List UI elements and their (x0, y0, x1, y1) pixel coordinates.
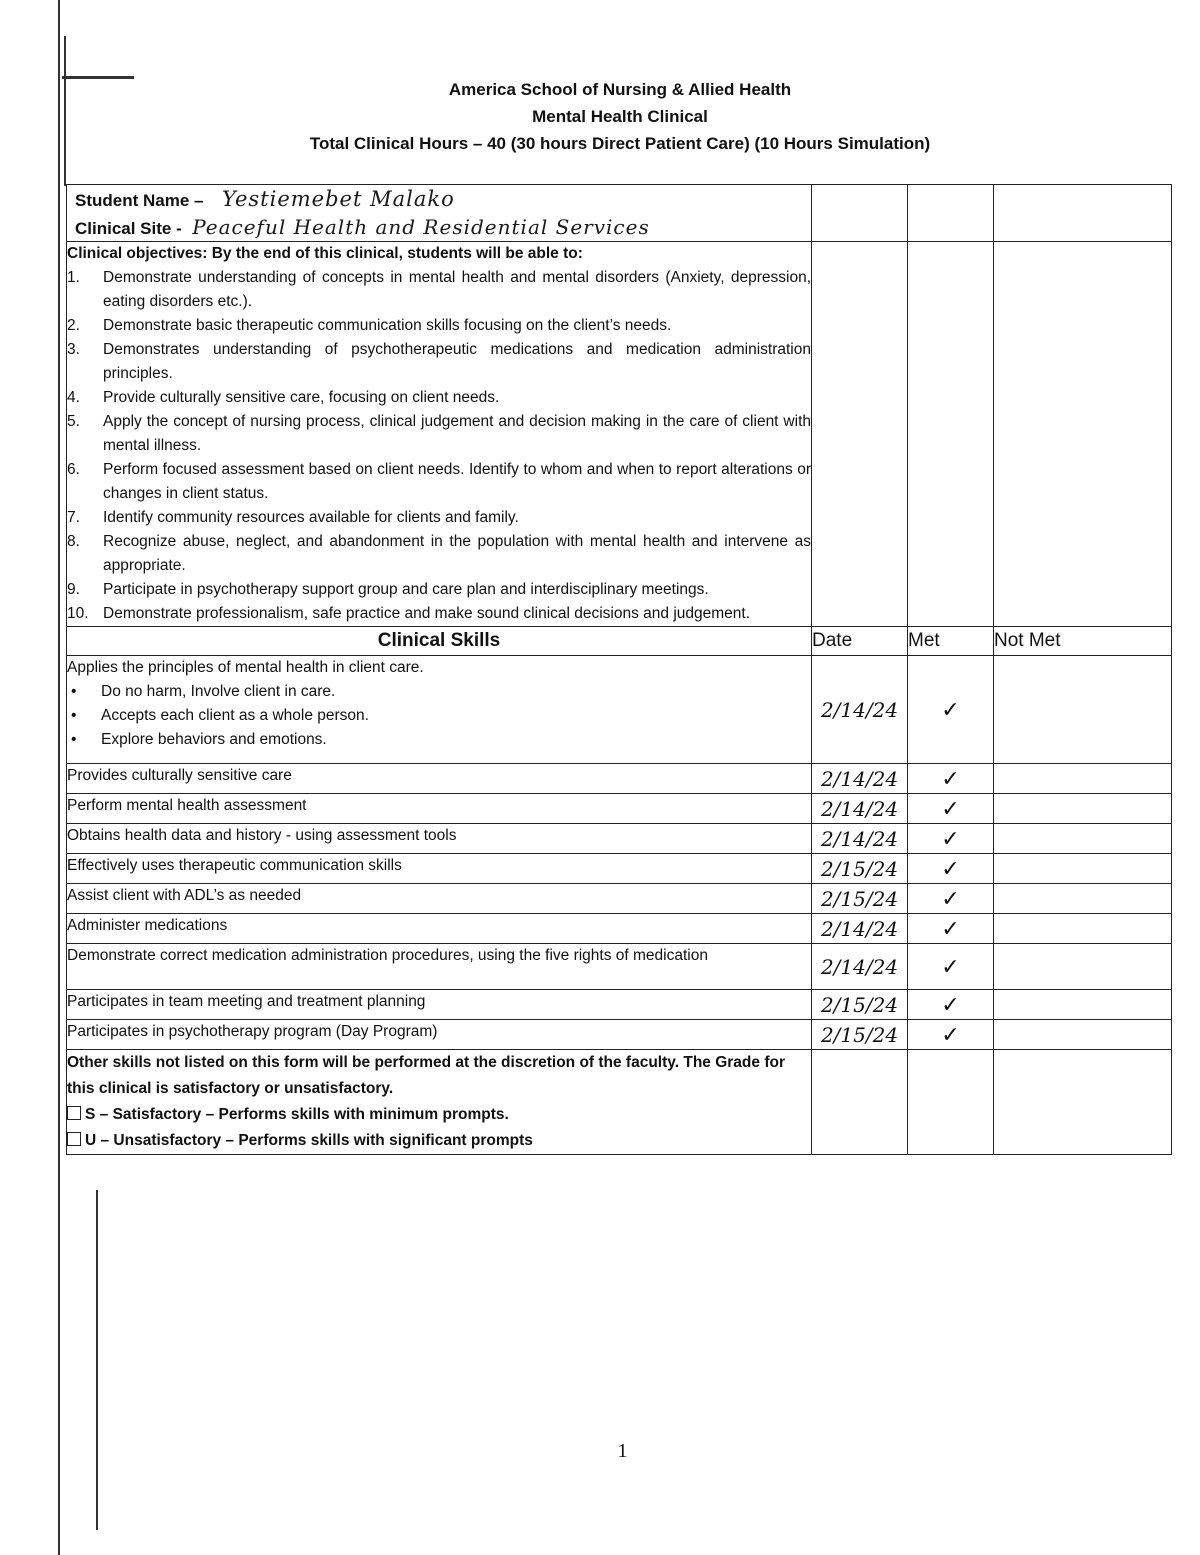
satisfactory-label: S – Satisfactory – Performs skills with minimum prompts. (85, 1106, 509, 1123)
objective-item (67, 410, 811, 458)
objective-item (67, 386, 811, 410)
scan-margin-line (96, 1190, 98, 1530)
clinical-site-label: Clinical Site - (75, 219, 182, 238)
skill-text: Administer medications (67, 917, 228, 934)
blank-cell (908, 185, 994, 242)
met-checkmark[interactable]: ✓ (908, 944, 994, 990)
skill-text: Obtains health data and history - using assessment tools (67, 827, 457, 844)
skill-cell (67, 884, 812, 914)
skill-text: Assist client with ADL’s as needed (67, 887, 302, 904)
grading-footer-row (67, 1050, 1172, 1155)
objective-text: Perform focused assessment based on client needs. Identify to whom and when to report alterations or changes in client status. (103, 461, 811, 502)
objective-number: 10. (67, 605, 89, 622)
objectives-list (67, 266, 811, 626)
objective-text: Demonstrate understanding of concepts in mental health and mental disorders (Anxiety, depression, eating disorders etc.). (103, 269, 811, 310)
objective-number: 7. (67, 509, 80, 526)
skill-date[interactable]: 2/14/24 (812, 944, 908, 990)
skill-cell (67, 914, 812, 944)
skill-date[interactable]: 2/15/24 (812, 990, 908, 1020)
skill-date[interactable]: 2/15/24 (812, 854, 908, 884)
objective-text: Identify community resources available for clients and family. (103, 509, 519, 526)
objective-item (67, 458, 811, 506)
student-name-value[interactable]: Yestiemebet Malako (221, 187, 455, 211)
student-info-row (67, 185, 1172, 242)
objective-item (67, 602, 811, 626)
objective-text: Apply the concept of nursing process, clinical judgement and decision making in the care of client with mental illness. (103, 413, 811, 454)
skill-date[interactable]: 2/15/24 (812, 1020, 908, 1050)
skill-row (67, 914, 1172, 944)
blank-cell (994, 185, 1172, 242)
skill-row (67, 794, 1172, 824)
skill-text: Demonstrate correct medication administration procedures, using the five rights of medication (67, 947, 708, 964)
clinical-evaluation-table (66, 184, 1172, 1155)
met-checkmark[interactable]: ✓ (908, 884, 994, 914)
skill-date[interactable]: 2/14/24 (812, 764, 908, 794)
skill-cell (67, 944, 812, 990)
objective-item (67, 530, 811, 578)
objective-number: 9. (67, 581, 80, 598)
met-header: Met (908, 627, 994, 656)
objective-text: Demonstrate professionalism, safe practice and make sound clinical decisions and judgement. (103, 605, 751, 622)
objective-number: 4. (67, 389, 80, 406)
skill-cell (67, 824, 812, 854)
objectives-row (67, 242, 1172, 627)
skill-text: Applies the principles of mental health in client care. (67, 659, 424, 676)
not-met-cell[interactable] (994, 884, 1172, 914)
blank-cell (812, 1050, 908, 1155)
not-met-cell[interactable] (994, 914, 1172, 944)
satisfactory-option (67, 1102, 811, 1128)
objective-item (67, 506, 811, 530)
skill-row (67, 990, 1172, 1020)
met-checkmark[interactable]: ✓ (908, 824, 994, 854)
met-checkmark[interactable]: ✓ (908, 764, 994, 794)
skill-cell (67, 656, 812, 764)
met-checkmark[interactable]: ✓ (908, 990, 994, 1020)
skill-subpoint: • Do no harm, Involve client in care. (67, 680, 811, 704)
not-met-cell[interactable] (994, 764, 1172, 794)
date-header: Date (812, 627, 908, 656)
skill-cell (67, 1020, 812, 1050)
page-number: 1 (617, 1440, 628, 1462)
not-met-cell[interactable] (994, 854, 1172, 884)
objective-number: 5. (67, 413, 80, 430)
met-checkmark[interactable]: ✓ (908, 1020, 994, 1050)
blank-cell (812, 185, 908, 242)
scan-margin-line (58, 0, 60, 1555)
objective-text: Demonstrate basic therapeutic communication skills focusing on the client’s needs. (103, 317, 672, 334)
met-checkmark[interactable]: ✓ (908, 854, 994, 884)
objectives-cell (67, 242, 812, 627)
objective-text: Provide culturally sensitive care, focusing on client needs. (103, 389, 500, 406)
objective-number: 8. (67, 533, 80, 550)
objective-text: Participate in psychotherapy support group and care plan and interdisciplinary meetings. (103, 581, 709, 598)
objective-text: Recognize abuse, neglect, and abandonment in the population with mental health and intervene as appropriate. (103, 533, 811, 574)
not-met-cell[interactable] (994, 944, 1172, 990)
skill-date[interactable]: 2/15/24 (812, 884, 908, 914)
not-met-cell[interactable] (994, 656, 1172, 764)
objectives-heading: Clinical objectives: By the end of this clinical, students will be able to: (67, 245, 583, 262)
grading-note: Other skills not listed on this form will be performed at the discretion of the faculty. The Grade for this clinical is satisfactory or unsatisfactory. (67, 1054, 785, 1097)
course-title: Mental Health Clinical (532, 107, 708, 126)
objective-number: 1. (67, 269, 80, 286)
skill-date[interactable]: 2/14/24 (812, 656, 908, 764)
student-name-line (67, 185, 811, 213)
skill-cell (67, 990, 812, 1020)
met-checkmark[interactable]: ✓ (908, 656, 994, 764)
school-name: America School of Nursing & Allied Health (448, 80, 792, 99)
skill-date[interactable]: 2/14/24 (812, 824, 908, 854)
grading-cell (67, 1050, 812, 1155)
skill-subpoints (67, 680, 811, 752)
not-met-cell[interactable] (994, 1020, 1172, 1050)
skill-date[interactable]: 2/14/24 (812, 794, 908, 824)
objective-number: 6. (67, 461, 80, 478)
skill-text: Participates in psychotherapy program (Day Program) (67, 1023, 438, 1040)
skill-row (67, 656, 1172, 764)
column-header-row (67, 627, 1172, 656)
skill-cell (67, 854, 812, 884)
met-checkmark[interactable]: ✓ (908, 794, 994, 824)
objective-item (67, 266, 811, 314)
objective-item (67, 578, 811, 602)
skill-text: Participates in team meeting and treatment planning (67, 993, 426, 1010)
skill-row (67, 764, 1172, 794)
student-info-cell (67, 185, 812, 242)
skill-text: Perform mental health assessment (67, 797, 307, 814)
met-checkmark[interactable]: ✓ (908, 914, 994, 944)
skill-row (67, 824, 1172, 854)
blank-cell (994, 242, 1172, 627)
not-met-cell[interactable] (994, 990, 1172, 1020)
skill-text: Provides culturally sensitive care (67, 767, 292, 784)
unsatisfactory-checkbox[interactable] (67, 1132, 81, 1146)
skill-cell (67, 764, 812, 794)
objective-text: Demonstrates understanding of psychotherapeutic medications and medication administration principles. (103, 341, 811, 382)
not-met-cell[interactable] (994, 824, 1172, 854)
blank-cell (908, 242, 994, 627)
skill-date[interactable]: 2/14/24 (812, 914, 908, 944)
blank-cell (994, 1050, 1172, 1155)
skill-row (67, 1020, 1172, 1050)
unsatisfactory-option (67, 1128, 811, 1154)
clinical-site-value[interactable]: Peaceful Health and Residential Services (192, 215, 650, 239)
student-name-label: Student Name – (75, 191, 204, 210)
document-header (0, 76, 1200, 157)
skill-subpoint: • Accepts each client as a whole person. (67, 704, 811, 728)
skill-text: Effectively uses therapeutic communication skills (67, 857, 402, 874)
objective-item (67, 338, 811, 386)
blank-cell (908, 1050, 994, 1155)
skill-row (67, 854, 1172, 884)
objective-number: 3. (67, 341, 80, 358)
objective-item (67, 314, 811, 338)
unsatisfactory-label: U – Unsatisfactory – Performs skills with significant prompts (85, 1132, 533, 1149)
blank-cell (812, 242, 908, 627)
objective-number: 2. (67, 317, 80, 334)
satisfactory-checkbox[interactable] (67, 1106, 81, 1120)
skill-subpoint: • Explore behaviors and emotions. (67, 728, 811, 752)
clinical-skills-header: Clinical Skills (67, 627, 812, 656)
skill-row (67, 944, 1172, 990)
skill-cell (67, 794, 812, 824)
not-met-header: Not Met (994, 627, 1172, 656)
clinical-hours: Total Clinical Hours – 40 (30 hours Direct Patient Care) (10 Hours Simulation) (309, 134, 931, 153)
skill-row (67, 884, 1172, 914)
not-met-cell[interactable] (994, 794, 1172, 824)
clinical-site-line (67, 213, 811, 241)
